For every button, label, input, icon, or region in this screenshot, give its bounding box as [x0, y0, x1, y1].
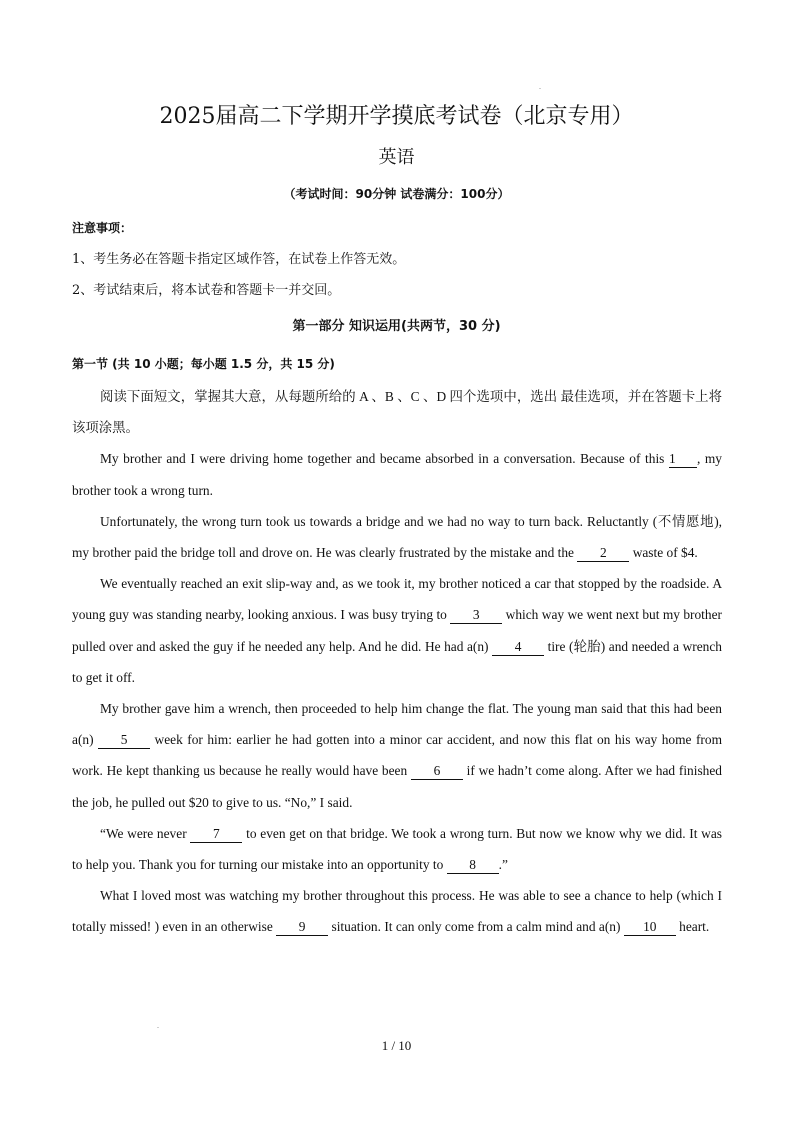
passage-text: My brother gave him a wrench, then proceeded to help him change the flat. The young man said that this had been a(n): [72, 701, 722, 748]
blank-1: 1: [669, 450, 697, 468]
blank-3: 3: [450, 606, 502, 624]
passage-text: tire (轮胎) and needed a wrench to get it off.: [72, 638, 722, 685]
passage-text: week for him: earlier he had gotten into a minor car accident, and now this flat on his way home from work. He kept thanking us because he really would have been: [72, 732, 722, 779]
passage-paragraph-4: [72, 693, 722, 818]
subject-title: 英语: [378, 147, 415, 168]
passage-text: Unfortunately, the wrong turn took us towards a bridge and we had no way to turn back. Reluctantly (不情愿地), my brother paid the bridge toll and drove on. He was clearly frustrated by the mistake and the: [72, 513, 722, 561]
passage-paragraph-2: [72, 506, 722, 568]
passage-paragraph-6: [72, 880, 722, 942]
passage-text: “We were never: [100, 825, 191, 841]
blank-2: 2: [577, 544, 629, 562]
blank-9: 9: [276, 918, 328, 936]
passage: [72, 381, 722, 943]
blank-7: 7: [190, 825, 242, 843]
blank-5: 5: [98, 731, 150, 749]
blank-10: 10: [624, 918, 676, 936]
blank-8: 8: [447, 856, 499, 874]
part-title: 第一部分 知识运用(共两节，30 分): [292, 319, 501, 334]
instruction-paragraph: 阅读下面短文，掌握其大意，从每题所给的 A 、B 、C 、D 四个选项中，选出 最佳选项，并在答题卡上将该项涂黑。: [72, 389, 722, 436]
passage-text: We eventually reached an exit slip-way and, as we took it, my brother noticed a car that stopped by the roadside. A young guy was standing nearby, looking anxious. I was busy trying to: [72, 576, 722, 623]
scan-dot: [539, 88, 541, 89]
passage-text: .”: [498, 857, 508, 873]
page-title: 2025届高二下学期开学摸底考试卷（北京专用）: [159, 104, 634, 129]
passage-text: , my brother took a wrong turn.: [72, 451, 723, 498]
passage-text: which way we went next but my brother pulled over and asked the guy if he needed any help. And he did. He had a(n): [72, 607, 723, 654]
note-item-2: 2、考试结束后，将本试卷和答题卡一并交回。: [72, 283, 341, 298]
passage-text: to even get on that bridge. We took a wrong turn. But now we know why we did. It was to help you. Thank you for turning our mistake into an opportunity to: [72, 825, 723, 873]
passage-text: waste of $4.: [629, 545, 698, 561]
passage-paragraph-5: [72, 818, 722, 880]
note-item-1: 1、考生务必在答题卡指定区域作答，在试卷上作答无效。: [72, 252, 406, 267]
passage-paragraph-3: [72, 568, 722, 693]
blank-4: 4: [492, 638, 544, 656]
blank-6: 6: [411, 762, 463, 780]
page-number: 1 / 10: [381, 1038, 412, 1053]
passage-paragraph-1: [72, 443, 722, 505]
section-title: 第一节 (共 10 小题；每小题 1.5 分，共 15 分): [72, 357, 335, 371]
notes-heading: 注意事项：: [72, 221, 133, 235]
passage-text: My brother and I were driving home together and became absorbed in a conversation. Because of this: [100, 451, 669, 467]
scan-dot: [157, 1027, 159, 1028]
passage-text: heart.: [675, 919, 710, 935]
passage-text: situation. It can only come from a calm mind and a(n): [328, 919, 624, 935]
passage-text: if we hadn’t come along. After we had finished the job, he pulled out $20 to give to us. “No,” I said.: [72, 763, 722, 810]
exam-info: （考试时间：90分钟 试卷满分：100分）: [283, 187, 510, 201]
passage-text: What I loved most was watching my brother throughout this process. He was able to see a chance to help (which I totally missed! ) even in an otherwise: [72, 888, 722, 935]
